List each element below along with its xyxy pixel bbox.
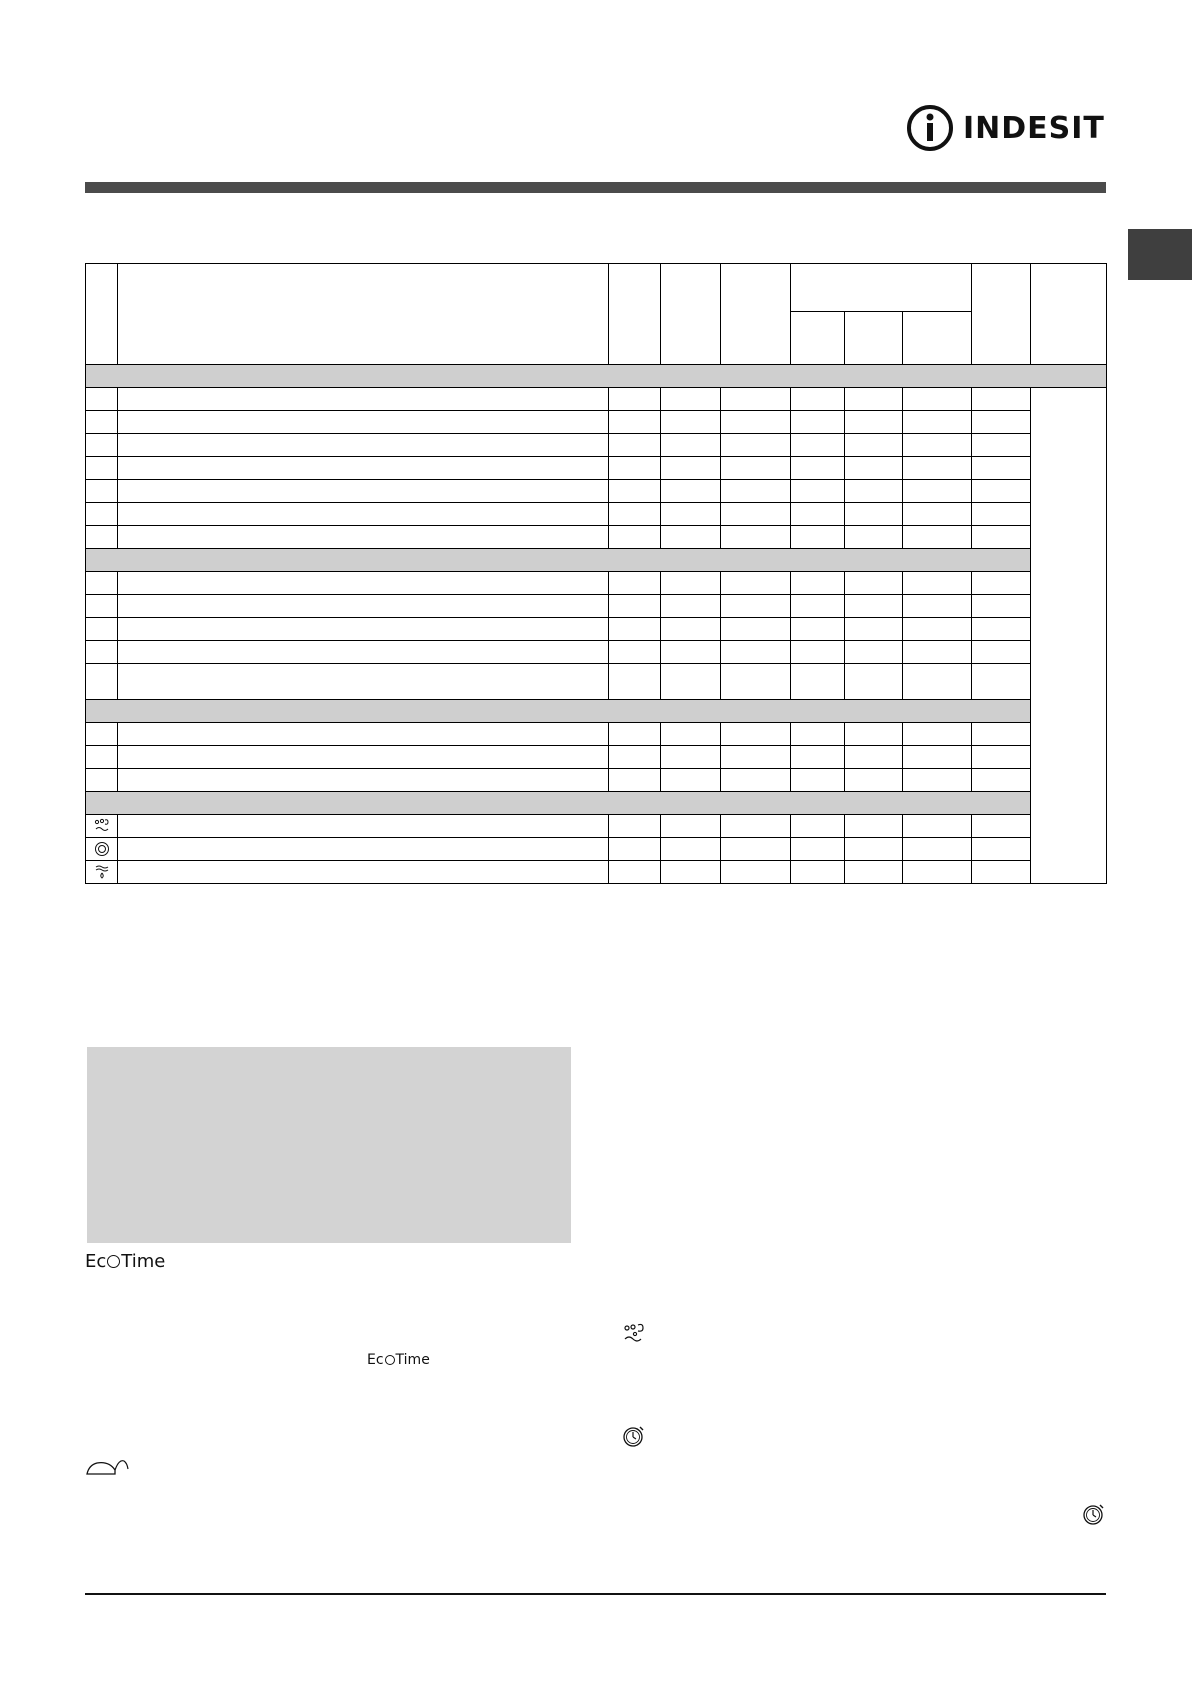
- table-section-row: [86, 549, 1107, 572]
- table-row: [86, 526, 1107, 549]
- header-cell: [118, 264, 609, 365]
- table-row: [86, 388, 1107, 411]
- table-row: [86, 480, 1107, 503]
- timer-icon: [622, 1424, 646, 1448]
- row-icon-cell: [86, 861, 118, 884]
- table-row: [86, 861, 1107, 884]
- table-row: [86, 503, 1107, 526]
- subheader-cell: [791, 312, 845, 365]
- subheader-cell: [845, 312, 903, 365]
- table-section-row: [86, 792, 1107, 815]
- table-row: [86, 723, 1107, 746]
- table-row: [86, 769, 1107, 792]
- table-row: [86, 641, 1107, 664]
- spin-icon: [93, 841, 111, 857]
- indesit-logo: [905, 103, 1105, 153]
- indesit-logo-icon: [905, 103, 955, 153]
- header-group-cell: [791, 264, 972, 312]
- timer-icon: [1082, 1502, 1106, 1526]
- special-wash-icon: [622, 1322, 648, 1346]
- header-cell: [1031, 264, 1107, 365]
- table-row: [86, 618, 1107, 641]
- eco-time-o-icon: [107, 1255, 120, 1268]
- side-tab: [1128, 229, 1192, 280]
- table-row: [86, 664, 1107, 700]
- table-row: [86, 838, 1107, 861]
- table-row: [86, 595, 1107, 618]
- header-cell: [721, 264, 791, 365]
- eco-time-o-icon: [385, 1355, 395, 1365]
- special-wash-icon: [93, 818, 111, 834]
- row-icon-cell: [86, 815, 118, 838]
- eco-time-logo: Ec Time: [85, 1251, 166, 1272]
- info-box: [87, 1047, 571, 1243]
- table-section-row: [86, 365, 1107, 388]
- header-cell: [86, 264, 118, 365]
- header-cell: [972, 264, 1031, 365]
- table-row: [86, 815, 1107, 838]
- table-row: [86, 411, 1107, 434]
- table-row: [86, 434, 1107, 457]
- eco-time-inline-logo: Ec Time: [367, 1352, 430, 1368]
- rinse-icon: [93, 864, 111, 880]
- row-icon-cell: [86, 838, 118, 861]
- table-section-row: [86, 700, 1107, 723]
- brand-name: INDESIT: [963, 110, 1105, 146]
- header-cell: [661, 264, 721, 365]
- table-row: [86, 457, 1107, 480]
- notes-cell: [1031, 388, 1107, 884]
- header-cell: [609, 264, 661, 365]
- iron-icon: [85, 1455, 129, 1477]
- table-header-row: [86, 264, 1107, 312]
- footer-rule: [85, 1593, 1106, 1595]
- header-bar: [85, 182, 1106, 193]
- table-row: [86, 572, 1107, 595]
- table-row: [86, 746, 1107, 769]
- subheader-cell: [903, 312, 972, 365]
- programme-table: [85, 263, 1107, 884]
